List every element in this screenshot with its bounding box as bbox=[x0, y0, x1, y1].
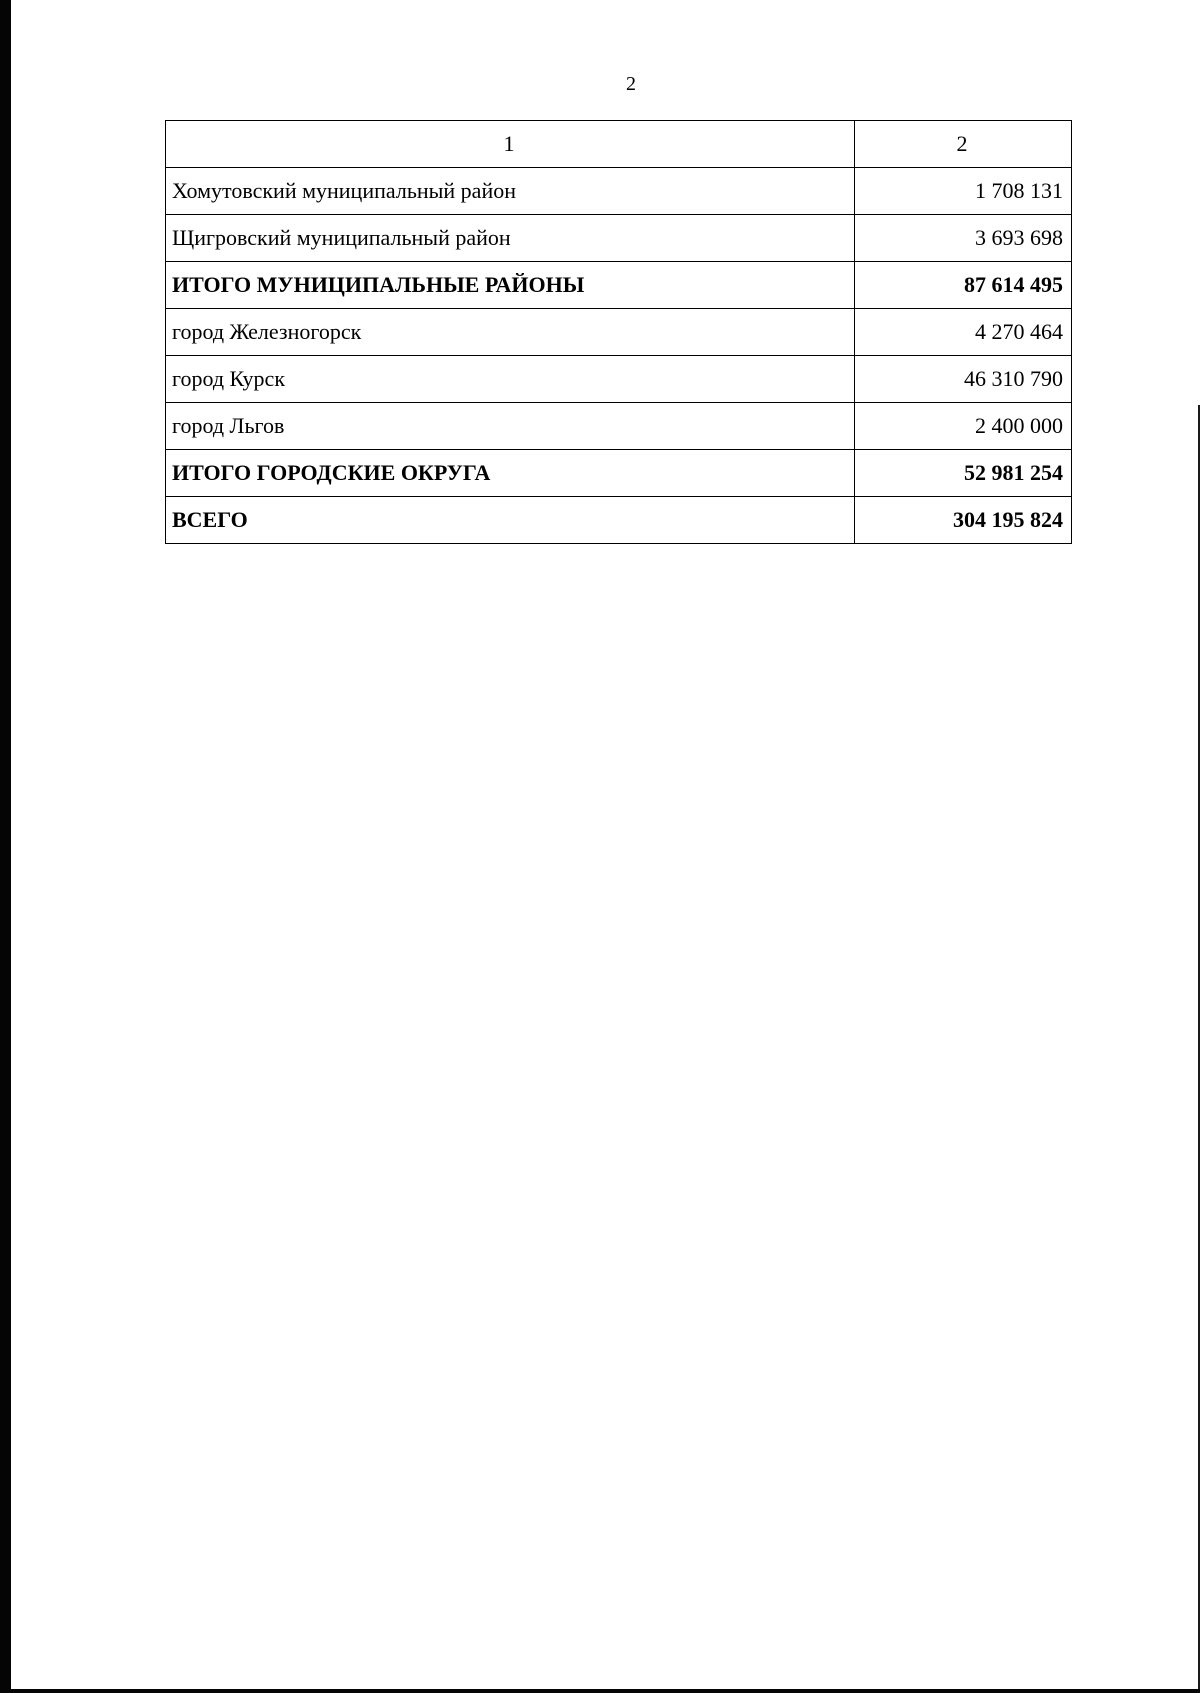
row-name: Хомутовский муниципальный район bbox=[166, 168, 855, 215]
row-name: ВСЕГО bbox=[166, 497, 855, 544]
table-row bbox=[166, 215, 1072, 262]
subtotal-row-districts bbox=[166, 262, 1072, 309]
row-value: 4 270 464 bbox=[855, 309, 1072, 356]
row-value: 1 708 131 bbox=[855, 168, 1072, 215]
subtotal-row-city-districts bbox=[166, 450, 1072, 497]
column-header-2: 2 bbox=[855, 121, 1072, 168]
row-name: город Льгов bbox=[166, 403, 855, 450]
row-name: город Железногорск bbox=[166, 309, 855, 356]
grand-total-row bbox=[166, 497, 1072, 544]
row-value: 304 195 824 bbox=[855, 497, 1072, 544]
row-name: город Курск bbox=[166, 356, 855, 403]
table-row bbox=[166, 403, 1072, 450]
column-header-1: 1 bbox=[166, 121, 855, 168]
row-value: 87 614 495 bbox=[855, 262, 1072, 309]
row-name: Щигровский муниципальный район bbox=[166, 215, 855, 262]
budget-table bbox=[165, 120, 1072, 544]
scan-left-edge bbox=[0, 0, 11, 1693]
table-row bbox=[166, 356, 1072, 403]
row-name: ИТОГО МУНИЦИПАЛЬНЫЕ РАЙОНЫ bbox=[166, 262, 855, 309]
row-value: 3 693 698 bbox=[855, 215, 1072, 262]
row-value: 46 310 790 bbox=[855, 356, 1072, 403]
row-value: 2 400 000 bbox=[855, 403, 1072, 450]
scan-bottom-edge bbox=[0, 1689, 1200, 1693]
row-value: 52 981 254 bbox=[855, 450, 1072, 497]
page-number: 2 bbox=[626, 73, 636, 95]
table-row bbox=[166, 309, 1072, 356]
row-name: ИТОГО ГОРОДСКИЕ ОКРУГА bbox=[166, 450, 855, 497]
table-row bbox=[166, 168, 1072, 215]
table-header-row bbox=[166, 121, 1072, 168]
